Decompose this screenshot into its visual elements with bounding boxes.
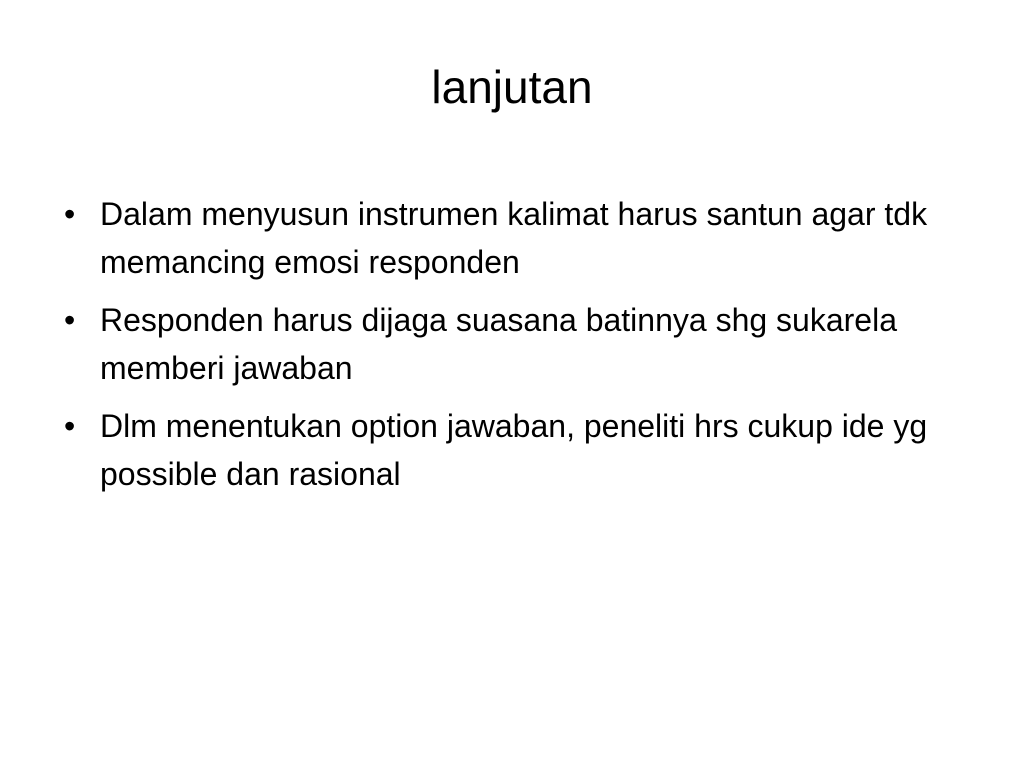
bullet-item (56, 402, 966, 498)
bullet-list (56, 190, 966, 508)
slide-title: lanjutan (431, 61, 593, 113)
bullet-marker: • (64, 196, 76, 232)
bullet-item (56, 190, 966, 286)
bullet-text: Dalam menyusun instrumen kalimat harus santun agar tdk memancing emosi responden (100, 196, 928, 280)
bullet-text: Responden harus dijaga suasana batinnya shg sukarela memberi jawaban (100, 302, 897, 386)
bullet-marker: • (64, 302, 76, 338)
bullet-item (56, 296, 966, 392)
bullet-text: Dlm menentukan option jawaban, peneliti hrs cukup ide yg possible dan rasional (100, 408, 928, 492)
bullet-marker: • (64, 408, 76, 444)
